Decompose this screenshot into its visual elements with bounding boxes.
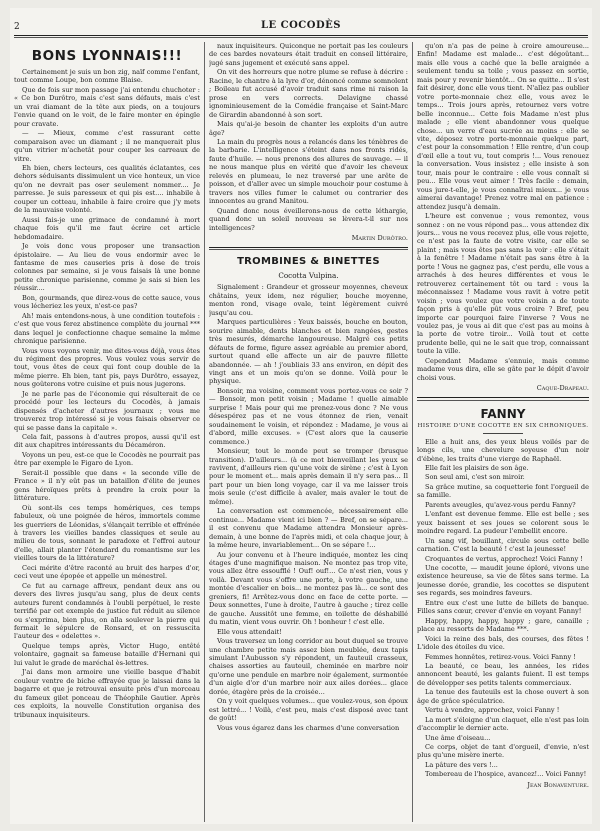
paragraph: Je vois donc vous proposer une transaction épistolaire. — Au lieu de vous endormir avec le fantasme de mes causeries pris à dose de trois colonnes par semaine, si je vous faisais là une bonne petite chronique parisienne, comme je sais si bien les réussir.... [14,242,200,293]
paragraph: Femmes honnêtes, retirez-vous. Voici Fanny ! [425,652,576,661]
article-body-cocotta-continued [417,42,589,382]
section-title-trombines: TROMBINES & BINETTES [237,256,380,268]
paragraph: Son seul ami, c'est son miroir. [425,473,525,482]
paragraph: Une cocotte, — maudit jeune éploré, vivons une existence heureuse, sa vie de fêtes sans terme. La jeunesse dorée, grandie, les cocottes se disputent ses regards, ses moindres faveurs. [417,563,589,598]
column-divider-2 [412,42,413,822]
paragraph: — — Mieux, comme c'est rassurant cette comparaison avec un diamant ; il ne manquerait plus qu'un vitrier m'achetât pour couper les carreaux de vitre. [14,129,200,163]
paragraph: Mais qu'ai-je besoin de chanter les exploits d'un autre âge? [209,120,408,137]
article-body-bons-lyonnais [14,68,200,719]
paragraph: Aussi fais-je une grimace de condamné à mort chaque fois qu'il me faut écrire cet article hebdomadaire. [14,215,200,241]
section-rule [209,247,408,251]
paragraph: Voyons un peu, est-ce que le Cocodès ne pourrait pas être par exemple le Figaro de Lyon. [14,450,200,468]
paragraph: Tombereau de l'hospice, avancez!... Voici Fanny! [425,770,587,779]
paragraph: L'enfant est devenue femme. Elle est belle ; ses yeux baissent et ses joues se colorent sous le moindre regard. La pudeur l'embellit encore. [417,510,589,536]
paragraph: qu'on n'a pas de peine à croire amoureuse... Enfin! Madame est malade... c'est dégoûtant... mais elle vous a caché que la belle araignée a seulement tendu sa toile ; vous passez en sortie, mais pour y revenir bientôt... On se quitte... Il s'est fait désirer, donc elle vous tient. N'allez pas oublier votre porte-monnaie chez elle, vous avez le temps... Trois jours après, retournez vers votre belle inconnue... Cette fois Madame n'est plus malade ; elle vient abandonner vous quelque chose... un verre d'eau sucrée au moins : elle se vite, déposez votre porte-monnaie quelque part, c'est pour la consommation ! Elle rentre, d'un coup d'œil elle a tout vu, tout compris !... Vous renouez la conversation. Vous insistez ; elle insiste à son tour, mais pour le contraire : elle vous connaît si peu... Elle vous veut aimer ! Très facile : demain, vous jure-t-elle, je vous connaîtrai mieux... je vous aimerai davantage! Prenez votre mal en patience : attendez jusqu'à demain. [417,42,589,211]
paragraph: Monsieur, tout le monde peut se tromper (brusque transition). D'ailleurs... (à ce mot bienveillant les yeux se ravivent, d'ailleurs rien qu'une voix de sirène ; c'est à Lyon pour le moment et... mais après demain il n'y sera pas... Il part pour un bien long voyage, car il va me laisser trois mois seule (c'est difficile à avaler, mais avaler le tout de même). [209,447,408,506]
page-header [10,8,592,36]
paragraph: Sa grâce mutine, sa coquetterie font l'orgueil de sa famille. [417,482,589,500]
paragraph: La pâture des vers !... [425,760,498,769]
header-rule [14,35,588,36]
article-body-continued [209,42,408,232]
paragraph: La beauté, ce beau, les années, les rides annoncent beauté, les galants fuient. Il est temps de développer ses petits talents commerciaux. [417,661,589,687]
paragraph: naux inquisiteurs. Quiconque ne portait pas les couleurs de ces bardes novateurs était traduit en conseil littéraire, jugé sans jugement et exécuté sans appel. [209,42,408,67]
paragraph: Certainement je suis un bon zig, naïf comme l'enfant, tout comme Loupe, bon comme Blaise. [14,68,200,85]
signature-fanny: Jean Bonaventure. [527,780,589,789]
separator [483,433,523,434]
page-number: 2 [14,22,20,32]
column-divider-1 [204,42,205,822]
paragraph: Signalement : Grandeur et grosseur moyennes, cheveux châtains, yeux idem, nez régulier, bouche moyenne, menton rond, visage ovale, teint légèrement cuivré jusqu'au cou. [209,283,408,317]
journal-title: LE COCODÈS [261,20,341,31]
article-body-fanny [417,438,589,779]
paragraph: Ce fut au carnage affreux, pendant deux ans ou devers des livres jusqu'au sang, plus de deux cents auteurs furent condamnés à l'oubli perpétuel, le reste terrifié par cet exemple de justice fut réduit au silence ou s'exprima, bien plus, on alla soulever la pierre qui fermait le sépulcre de Ronsard, et on ressuscita l'auteur des « odelettes ». [14,581,200,641]
paragraph: Quelque temps après, Victor Hugo, entêté volontaire, gagnait sa fameuse bataille d'Hernani qui lui valut le grade de maréchal ès-lettres. [14,641,200,667]
paragraph: J'ai dans mon armoire une vieille basque d'habit couleur ventre de biche effrayée que je laissai dans la bagarre et que je retrouvai ensuite près d'un morceau du fameux gilet ponceau de Théophile Gautier. Après ces exploits, la nouvelle Constitution organisa des tribunaux inquisiteurs. [14,668,200,719]
paragraph: Vous traversez un long corridor au bout duquel se trouve une chambre petite mais assez bien meublée, deux tapis simulant l'Aubusson s'y répondent, un fauteuil crasseux, chaises assorties au fauteuil, cheminée en marbre noir qu'orne une pendule en marbre noir également, surmontée d'un aigle d'or d'un marbre noir aux ailes dorées... glace dorée, étagère près de la croisée... [209,637,408,696]
paragraph: On y voit quelques volumes... que voulez-vous, son époux est lettré... ! Voilà, c'est peu, mais c'est disposé avec tant de goût! [209,697,408,723]
paragraph: La conversation est commencée, nécessairement elle continue... Madame vient ici bien ? — Bref, on se sépare... il est convenu que Madame attendra Monsieur après-demain, à une bonne de l'après midi, et cela chaque jour, à la même heure, invariablement... On se sépare !... [209,507,408,550]
section-rule-fanny [417,397,589,401]
paragraph: Elle fait les plaisirs de son âge. [425,463,529,472]
paragraph: Bon, gourmands, que direz-vous de cette sauce, vous vous lécheriez les yeux, n'est-ce pas? [14,293,200,311]
paragraph: Vous vous voyons venir, me dites-vous déjà, vous êtes du régiment des propres. Vous voulez vous servir de tout, vous êtes de ceux qui font coup double de la même pierre. Eh bien, tant pis, pays Durôtro, essayez, nous goûterons votre cuisine et puis nous jugerons. [14,346,200,389]
paragraph: Où sont-ils ces temps homériques, ces temps fabuleux, où une poignée de héros, immortels comme les guerriers de Léonidas, s'élançait terrible et effrénée à travers les vieilles bandes classiques et seule au milieu de tous, sonnant le paradoxe et l'effroi autour d'elle, allait planter l'étendard du romantisme sur les vieilles tours de la littérature? [14,503,200,563]
paragraph: Marques particulières : Yeux baissés, bouche en bouton, sourire aimable, dents blanches et bien rangées, gestes très mesurés, démarche langoureuse. Malgré ces petits défauts de forme, figure assez agréable au premier abord, surtout quand elle affecte un air de pauvre fillette abandonnée. — ah ! j'oubliais 33 ans environ, en dépit des vingt ans et un mois qu'on se donne. Voilà pour le physique. [209,318,408,386]
column-1 [14,42,200,822]
paragraph: La tenue des fauteuils est la chose ouvert à son âge de grâce spéculatrice. [417,688,589,705]
paragraph: Une âme d'oiseau... [425,733,491,742]
paragraph: L'heure est convenue ; vous remontez, vous sonnez : on ne vous répond pas... vous attendez dix jours... vous ne vous recevez plus, elle vous rejette, ce n'est pas la faute de votre visite, car elle se plaint ; mais vous êtes pas sans la voir : elle s'était à la fenêtre ! Madame n'était pas sans être à la porte ! Vous ne gagnez pas, c'est perdu, elle vous a arrachés à des heures différentes et vous le retrouverez certainement tôt ou tard : vous la méconnaissez ! Madame vous ravit à votre petit voisin ; vous voulez que votre voisin a de toute façon pris à qu'elle pût vous croire ? Bref, peu importe car pourquoi faire l'inverse ? Vous ne voulez pas, je vous ai dit que c'est pas au moins à la porte de votre tiroir... Voilà tout et cette prudente belle, qui ne le sait que trop, connaissant toute la ville. [417,212,589,356]
paragraph: Ceci mérite d'être raconté au bruit des harpes d'or, ceci veut une épopée et appelle un ménestrel. [14,563,200,581]
signature-caque-drapeau: Caque-Drapeau. [536,384,589,393]
paragraph: Vertu à vendre, approchez, voici Fanny ! [425,706,560,715]
paragraph: Cependant Madame s'ennuie, mais comme madame vous dira, elle se gâte par le dépit d'avoir choisi vous. [417,356,589,382]
paragraph: Serait-il possible que dans « la seconde ville de France » il n'y eût pas un bataillon d'élite de jeunes gens héroïques prêts à prendre la croix pour la littérature. [14,468,200,503]
paragraph: Croquantes de vertus, approchez! Voici Fanny ! [425,554,583,563]
paragraph: Quand donc nous éveillerons-nous de cette léthargie, quand donc un soleil nouveau se lèvera-t-il sur nos intelligences? [209,206,408,232]
paragraph: Elle vous attendait! [217,627,282,636]
column-3 [417,42,589,822]
article-body-cocotta [209,283,408,732]
paragraph: Que de fois sur mon passage j'ai entendu chuchoter : « Ce bon Durôtro, mais c'est sans défauts, mais c'est un vrai diamant de la tête aux pieds, on a toujours l'envie quand on le voit, de le faire monter en épingle pour cravate. [14,85,200,128]
paragraph: Cela fait, passons à d'autres propos, aussi qu'il est dit aux chapitres intéressants du Décaméron. [14,433,200,450]
paragraph: Au jour convenu et à l'heure indiquée, montez les cinq étages d'une magnifique maison. Ne montez pas trop vite, vous allez être essoufflé ! Ouf! ouf!... Ce n'est rien, vous y voilà. Devant vous s'offre une porte, à votre gauche, une montée d'escalier en bois... ne montez pas là... ce sont des greniers, fi! Arrêtez-vous donc en face de cette porte. — Deux sonnettes, l'une à droite, l'autre à gauche ; tirez celle de gauche. Aussitôt une femme, en toilette de déshabillé du matin, vient vous ouvrir. Oh ! bonheur ! c'est elle. [209,550,408,627]
paragraph: Voici la reine des bals, des courses, des fêtes ! L'idole des étoiles du vice. [417,634,589,652]
paragraph: On vit des horreurs que notre plume se refuse à décrire : Racine, le chantre à la lyre d'or, dénoncé comme somnolent ; Boileau fut accusé d'avoir traduit sans rime ni raison la prose en vers corrects. Delavigne chassé ignominieusement de la Comédie française et Saint-Marc de Girardin abandonné à son sort. [209,68,408,119]
paragraph: Ce corps, objet de tant d'orgueil, d'envie, n'est plus qu'une misère inerte. [417,743,589,760]
paragraph: Elle a huit ans, des yeux bleus voilés par de longs cils, une chevelure soyeuse d'un noir d'ébène, les traits d'une vierge de Raphaël. [417,437,589,463]
paragraph: Entre eux c'est une lutte de billets de banque. Filles sans cœur, crever d'envie en voyant Fanny! [417,598,589,616]
paragraph: La main du progrès nous a relancés dans les ténèbres de la barbarie. L'intelligence s'éteint dans nos fronts ridés, faute d'huile. — nous prenons des allures de sauvage. — il ne nous manque plus en vérité que d'avoir les cheveux relevés en plumeau, le nez traversé par une arête de poisson, et d'aller avec un simple mouchoir pour costume à travers nos villes fumer le calumet ou contrarier des innocentes au grand Manitou. [209,137,408,206]
article-subtitle-fanny: HISTOIRE D'UNE COCOTTE EN SIX CHRONIQUES. [417,422,589,429]
article-title-fanny: FANNY [480,406,526,421]
paragraph: Vous vous égarez dans les charmes d'une conversation [217,723,400,732]
newspaper-page [10,8,592,824]
column-2 [209,42,408,822]
header-rule-thin [14,37,588,38]
paragraph: Un sang vif, bouillant, circule sous cette belle carnation. C'est la beauté ! c'est la jeunesse! [417,536,589,554]
signature-durotro: Martin Durôtro. [351,233,408,242]
paragraph: Eh bien, chers lecteurs, ces qualités éclatantes, ces dehors séduisants dissimulent un vice honteux, un vice qu'on ne devrait pas oser seulement nommer.... Je parresse. Je suis paresseux et qui pis est.... inhabile à couper un cotteau, inhabile à faire croire que j'y mets de la mauvaise volonté. [14,163,200,215]
paragraph: Ah! mais entendons-nous, à une condition toutefois : c'est que vous ferez abstinence complète du journal *** dans lequel je confectionne chaque semaine la même chronique parisienne. [14,311,200,346]
paragraph: Happy, happy, happy, happy ; gare, canaille ; place au ressorts de Madame ***. [417,616,589,634]
paragraph: Bonsoir, ma voisine, comment vous portez-vous ce soir ? — Bonsoir, mon petit voisin ; Madame ! quelle aimable surprise ! Mais pour qui me prenez-vous donc ? Ne vous désespérez pas et ne vous étonnez de rien, venait soudainement le voisin, et répondez : Madame, je vous ai d'abord, mille excuses. » (C'est alors que la causerie commence.) [209,386,408,446]
article-title-bons-lyonnais: BONS LYONNAIS!!! [31,48,183,64]
article-title-cocotta: Cocotta Vulpina. [278,271,339,281]
paragraph: La mort s'éloigne d'un claquet, elle n'est pas loin d'accomplir le dernier acte. [417,715,589,733]
paragraph: Parents aveugles, qu'avez-vous perdu Fanny? [425,500,576,509]
paragraph: Je ne parle pas de l'économie qui résulterait de ce procédé pour les lecteurs du Cocodès, à jamais dispensés d'acheter d'autres journaux ; vous me trouverez trop intéressé si je vous faisais observer ce qui se passe dans la capitale ». [14,389,200,432]
